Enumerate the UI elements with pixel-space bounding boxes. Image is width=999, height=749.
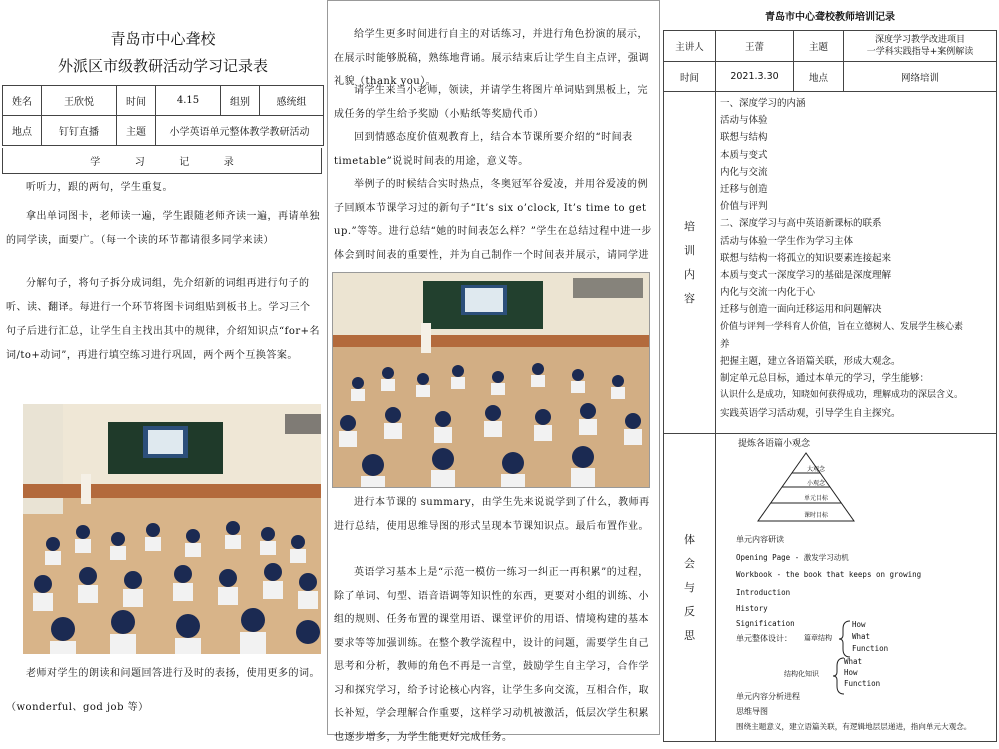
mono-line: History [736, 604, 768, 613]
left-title: 青岛市中心聋校 [110, 30, 216, 48]
content-label: 培 训 内 容 [664, 92, 716, 434]
content-line: 养 [720, 338, 730, 350]
mono-line: Workbook - the book that keeps on growing [736, 570, 922, 579]
right-training-page [661, 0, 999, 742]
content-line: 联想与结构 [720, 132, 768, 144]
speaker-value: 王蕾 [716, 31, 794, 62]
training-table [663, 30, 997, 742]
time-label: 时间 [117, 86, 156, 116]
know-label: 结构化知识 [784, 670, 819, 678]
middle-paragraph-5: 进行本节课的 summary，由学生先来说说学到了什么，教师再进行总结，使用思维导图的形式呈现本节课知识点。最后布置作业。 [334, 497, 650, 532]
content-line: 价值与评判一学科育人价值，旨在立德树人、发展学生核心素 [720, 321, 964, 332]
place-label: 地点 [3, 116, 42, 146]
topic-value: 小学英语单元整体教学教研活动 [156, 116, 324, 146]
content-line: 活动与体验 [720, 115, 768, 127]
time-label: 时间 [664, 62, 716, 92]
middle-paragraph-1: 给学生更多时间进行自主的对话练习，并进行角色扮演的展示，在展示时能够脱稿，熟练地背诵。展示结束后让学生自主点评，强调礼貌（thank you）。 [334, 29, 649, 87]
content-line: 内化与交流一内化于心 [720, 287, 816, 299]
place-label: 地点 [794, 62, 844, 92]
name-label: 姓名 [3, 86, 42, 116]
place-value: 钉钉直播 [42, 116, 117, 146]
mono-line: Opening Page - 激发学习动机 [736, 553, 849, 562]
content-line: 一、深度学习的内涵 [720, 98, 806, 109]
place-value: 网络培训 [844, 62, 996, 92]
middle-record-page [327, 0, 660, 743]
group-value: 感统组 [260, 86, 324, 116]
left-paragraph-1: 听听力，跟的两句，学生重复。 [26, 182, 173, 193]
topic-label: 主题 [794, 31, 844, 62]
time-value: 2021.3.30 [716, 62, 794, 92]
content-line: 本质与变式一深度学习的基础是深度理解 [720, 270, 892, 282]
analysis-line: 单元内容分析进程 [736, 692, 800, 701]
left-paragraph-5: （wonderful、god job 等） [6, 702, 149, 713]
design-label: 单元整体设计： [736, 634, 792, 643]
content-line: 联想与结构一将孤立的知识要素连接起来 [720, 252, 892, 264]
content-line: 实践英语学习活动观，引导学生自主探究。 [720, 407, 901, 419]
content-line: 认识什么是成功，知晓如何获得成功，理解成功的深层含义。 [720, 390, 964, 401]
content-line: 价值与评判 [720, 201, 768, 213]
content-line: 二、深度学习与高中英语新课标的联系 [720, 218, 882, 230]
left-info-table [2, 85, 324, 146]
mono-line: Signification [736, 619, 795, 628]
middle-paragraph-4: 举例子的时候结合实时热点，冬奥冠军谷爱凌，并用谷爱凌的例子回顾本节课学习过的新句子“It’s six o’clock, It’s time to get up.”等等。进行总结“她的时间表怎么样？”学生在总结过程中进一步体会到时间表的重要性，并为自己制作一个时间表并展示，请同学进 [334, 179, 652, 261]
pyramid-level: 大观念 [806, 466, 825, 473]
time-value: 4.15 [156, 86, 221, 116]
pyramid-level: 单元目标 [803, 495, 828, 502]
content-line: 把握主题，建立各语篇关联，形成大观念。 [720, 356, 901, 368]
content-line: 内化与交流 [720, 166, 768, 178]
classroom-photo-1-image [23, 404, 321, 654]
middle-paragraph-6: 英语学习基本上是“示范一模仿一练习一纠正一再积累”的过程，除了单词、句型、语音语调等知识性的东西，更要对小组的训练、小组的规则、任务布置的课堂用语、课堂评价的用语、情境构建的基本要求等等加强训练。在整个教学流程中，设计的问题，需要学生自己思考和分析，教师的角色不再是一言堂，鼓励学生自主学习，合作学习和探究学习，给予讨论核心内容，让学生多向交流，互相合作，取长补短，学会理解合作重要，这样学习动机被激活，低层次学生积累也逐步增多，为学生能更好完成任务。 [334, 567, 649, 743]
unit-heading: 单元内容研读 [736, 535, 784, 544]
left-paragraph-3: 分解句子，将句子拆分成词组，先介绍新的词组再进行句子的听、读、翻译。每进行一个环节将图卡词组贴到板书上。学习三个句子后进行汇总，让学生自主找出其中的规律，介绍知识点“for+名词/to+动词”，再进行填空练习进行巩固，两个两个互换答案。 [6, 278, 320, 361]
classroom-photo-2-image [333, 273, 649, 487]
classroom-photo-1 [23, 404, 321, 654]
content-line: 制定单元总目标，通过本单元的学习，学生能够： [720, 373, 930, 385]
left-paragraph-4: 老师对学生的朗读和问题回答进行及时的表扬，使用更多的词。 [26, 668, 320, 679]
content-line: 本质与变式 [720, 149, 768, 161]
right-title: 青岛市中心聋校教师培训记录 [765, 12, 895, 23]
pyramid-level: 小观念 [806, 480, 825, 487]
speaker-label: 主讲人 [664, 31, 716, 62]
middle-paragraph-2: 请学生来当小老师，领读，并请学生将图片单词贴到黑板上，完成任务的学生给予奖励（小贴纸等奖励代币） [334, 85, 648, 120]
content-line: 迁移与创造 [720, 184, 768, 196]
reflect-area: 提炼各语篇小观念 大观念 小观念 单元目标 课时目标 单元内容研读 Opening Page - 激发学习动机 Workbook - the book that keeps on growing Introduction History Signification 单元整体设计： 篇章结构 How What Function 结构化知识 What How Function 单元内容分析进程 思维导图 围绕主题意义，建立语篇关联，有逻辑地层层递进，指向单元大观念。 [716, 434, 996, 741]
left-record-page [0, 0, 326, 742]
name-value: 王欣悦 [42, 86, 117, 116]
pyramid-level: 课时目标 [803, 512, 828, 519]
left-subtitle: 外派区市级教研活动学习记录表 [57, 57, 268, 75]
content-line: 活动与体验一学生作为学习主体 [720, 235, 854, 247]
group-label: 组别 [221, 86, 260, 116]
record-heading: 学 习 记 录 [2, 148, 322, 174]
mono-line: Introduction [736, 588, 791, 597]
middle-paragraph-3: 回到情感态度价值观教育上，结合本节课所要介绍的“时间表 timetable”说说时间表的用途，意义等。 [334, 132, 633, 167]
reflect-label: 体 会 与 反 思 [664, 434, 716, 741]
topic-label: 主题 [117, 116, 156, 146]
brace-icon [838, 619, 852, 659]
ans-label: 篇章结构 [804, 634, 832, 642]
topic-value: 深度学习教学改进项目 一学科实践指导+案例解读 [844, 31, 996, 62]
content-lines [716, 92, 996, 434]
final-line: 围绕主题意义，建立语篇关联，有逻辑地层层递进，指向单元大观念。 [736, 722, 972, 731]
classroom-photo-2 [333, 273, 649, 487]
mindmap-line: 思维导图 [736, 707, 768, 716]
left-paragraph-2: 拿出单词图卡，老师读一遍，学生跟随老师齐读一遍，再请单独的同学读，面要广。（每一个读的环节都请很多同学来读） [6, 211, 320, 246]
reflect-heading: 提炼各语篇小观念 [738, 439, 811, 449]
content-line: 迁移与创造一面向迁移运用和问题解决 [720, 304, 882, 316]
